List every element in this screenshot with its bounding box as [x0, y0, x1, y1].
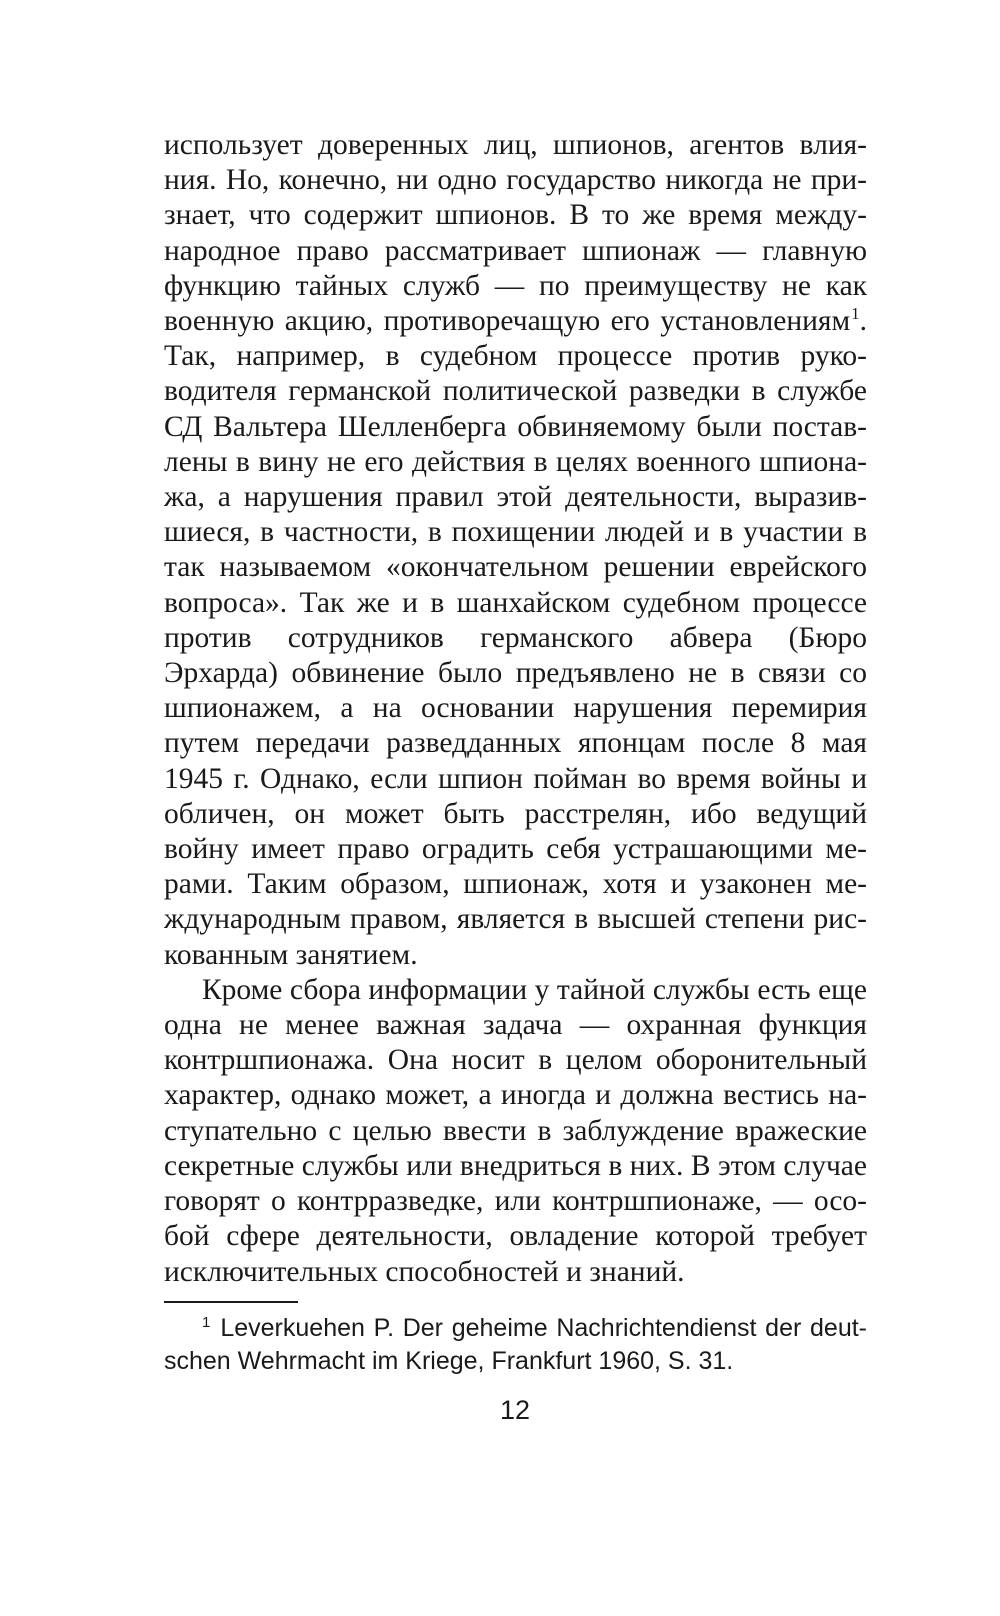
paragraph-2: Кроме сбора информации у тайной службы есть еще одна не менее важная задача — охранная функция контршпионажа. Она носит в целом оборонительный характер, однако может, а иногда и должна вестись наступательно с целью ввести в заблуждение вражеские секретные службы или внедриться в них. В этом случае говорят о контрразведке, или контршпионаже, — особой сфере деятельности, овладение которой требует исключительных способностей и знаний.	[164, 973, 867, 1288]
page-number: 12	[499, 1395, 531, 1425]
paragraph-1-text-after-ref: . Так, например, в судебном процессе против руководителя германской политической разведки в службе СД Вальтера Шелленберга обвиняемому были поставлены в вину не его действия в целях военного шпионажа, а нарушения правил этой деятельности, выразившиеся, в частности, в похищении людей и в участии в так называемом «окончательном решении еврейского вопроса». Так же и в шанхайском судебном процессе против сотрудников германского абвера (Бюро Эрхарда) обвинение было предъявлено не в связи со шпионажем, а на основании нарушения перемирия путем передачи разведданных японцам после 8 мая 1945 г. Однако, если шпион пойман во время войны и обличен, он может быть расстрелян, ибо ведущий войну имеет право оградить себя устрашающими мерами. Таким образом, шпионаж, хотя и узаконен международным правом, является в высшей степени рискованным занятием.	[164, 305, 867, 971]
paragraph-1-text-before-ref: использует доверенных лиц, шпионов, агентов влияния. Но, конечно, ни одно государство никогда не признает, что содержит шпионов. В то же время международное право рассматривает шпионаж — главную функцию тайных служб — по преимуществу не как военную акцию, противоречащую его установлениям	[164, 129, 867, 338]
footnote-reference: 1	[851, 304, 860, 324]
footnote-marker: 1	[202, 1314, 211, 1331]
paragraph-1	[164, 128, 867, 973]
footnote-divider	[164, 1301, 298, 1303]
main-text	[164, 128, 867, 1290]
footnote	[164, 1312, 867, 1378]
footnote-text: Leverkuehen P. Der geheime Nachrichtendienst der deutschen Wehrmacht im Kriege, Frankfurt 1960, S. 31.	[164, 1314, 867, 1375]
